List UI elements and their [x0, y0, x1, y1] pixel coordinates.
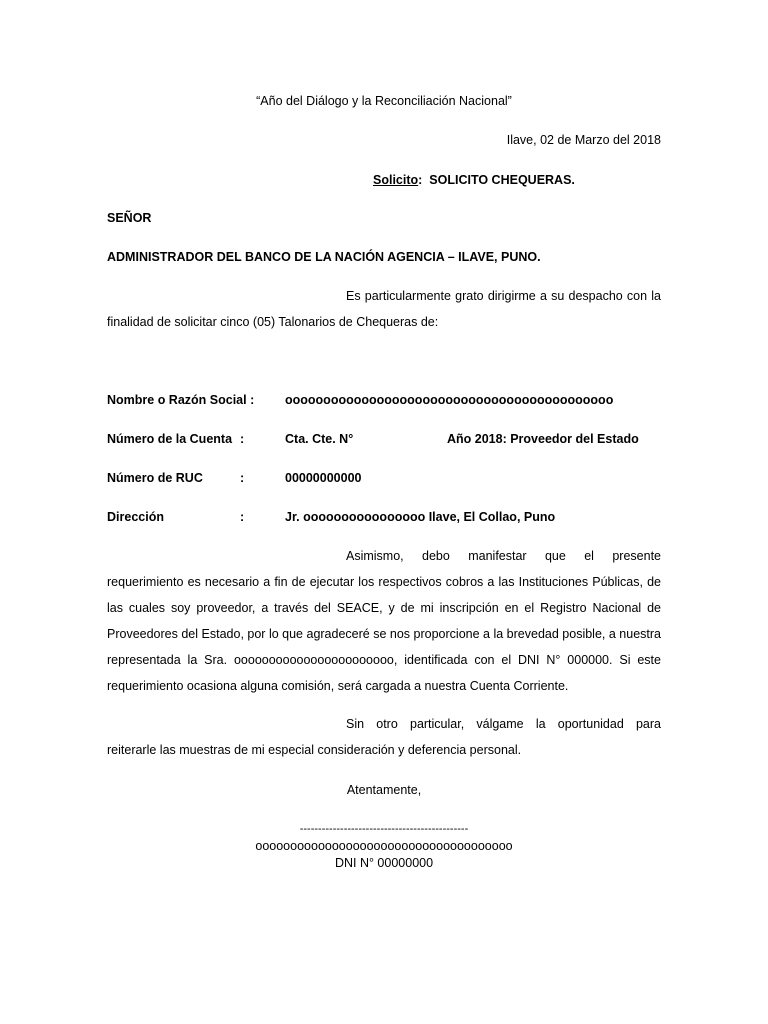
signature-line: ----------------------------------------------: [299, 823, 469, 835]
ruc-label: Número de RUC: [107, 471, 203, 485]
year-motto: “Año del Diálogo y la Reconciliación Nacional”: [256, 94, 512, 108]
body-p2-line-1: Sin otro particular, válgame la oportunidad para: [346, 717, 661, 731]
cuenta-colon: :: [240, 432, 245, 446]
salutation: SEÑOR: [107, 211, 152, 225]
body-p1-line-5: representada la Sra. ooooooooooooooooooooooo, identificada con el DNI N° 000000. Si este: [107, 653, 661, 667]
ruc-value: 00000000000: [285, 471, 362, 485]
request-label: Solicito: [373, 173, 419, 187]
body-p1-line-6: requerimiento ocasiona alguna comisión, será cargada a nuestra Cuenta Corriente.: [107, 679, 569, 693]
request-separator: :: [418, 173, 423, 187]
body-p1-line-1: Asimismo, debo manifestar que el presente: [346, 549, 661, 563]
signer-name: ooooooooooooooooooooooooooooooooooooo: [255, 839, 513, 853]
razon-social-label: Nombre o Razón Social :: [107, 393, 255, 407]
razon-social-value: ooooooooooooooooooooooooooooooooooooooooooo: [285, 393, 614, 407]
intro-line-1: Es particularmente grato dirigirme a su despacho con la: [346, 289, 661, 303]
cuenta-label: Número de la Cuenta: [107, 432, 233, 446]
direccion-label: Dirección: [107, 510, 164, 524]
direccion-value: Jr. oooooooooooooooo Ilave, El Collao, Puno: [285, 510, 556, 524]
cuenta-extra: Año 2018: Proveedor del Estado: [447, 432, 639, 446]
body-p2-line-2: reiterarle las muestras de mi especial consideración y deferencia personal.: [107, 743, 522, 757]
cuenta-value: Cta. Cte. N°: [285, 432, 354, 446]
ruc-colon: :: [240, 471, 245, 485]
body-p1-line-3: las cuales soy proveedor, a través del SEACE, y de mi inscripción en el Registro Nacional de: [107, 601, 661, 615]
request-subject: SOLICITO CHEQUERAS.: [429, 173, 575, 187]
body-p1-line-4: Proveedores del Estado, por lo que agradeceré se nos proporcione a la brevedad posible, a nuestra: [107, 627, 661, 641]
signer-dni: DNI N° 00000000: [334, 856, 434, 870]
farewell: Atentamente,: [346, 783, 422, 797]
place-date: Ilave, 02 de Marzo del 2018: [506, 133, 661, 147]
body-p1-line-2: requerimiento es necesario a fin de ejecutar los respectivos cobros a las Instituciones Públicas, de: [107, 575, 661, 589]
direccion-colon: :: [240, 510, 245, 524]
intro-line-2: finalidad de solicitar cinco (05) Talonarios de Chequeras de:: [107, 315, 439, 329]
request-line: [373, 172, 575, 188]
recipient-title: ADMINISTRADOR DEL BANCO DE LA NACIÓN AGENCIA – ILAVE, PUNO.: [107, 250, 541, 264]
